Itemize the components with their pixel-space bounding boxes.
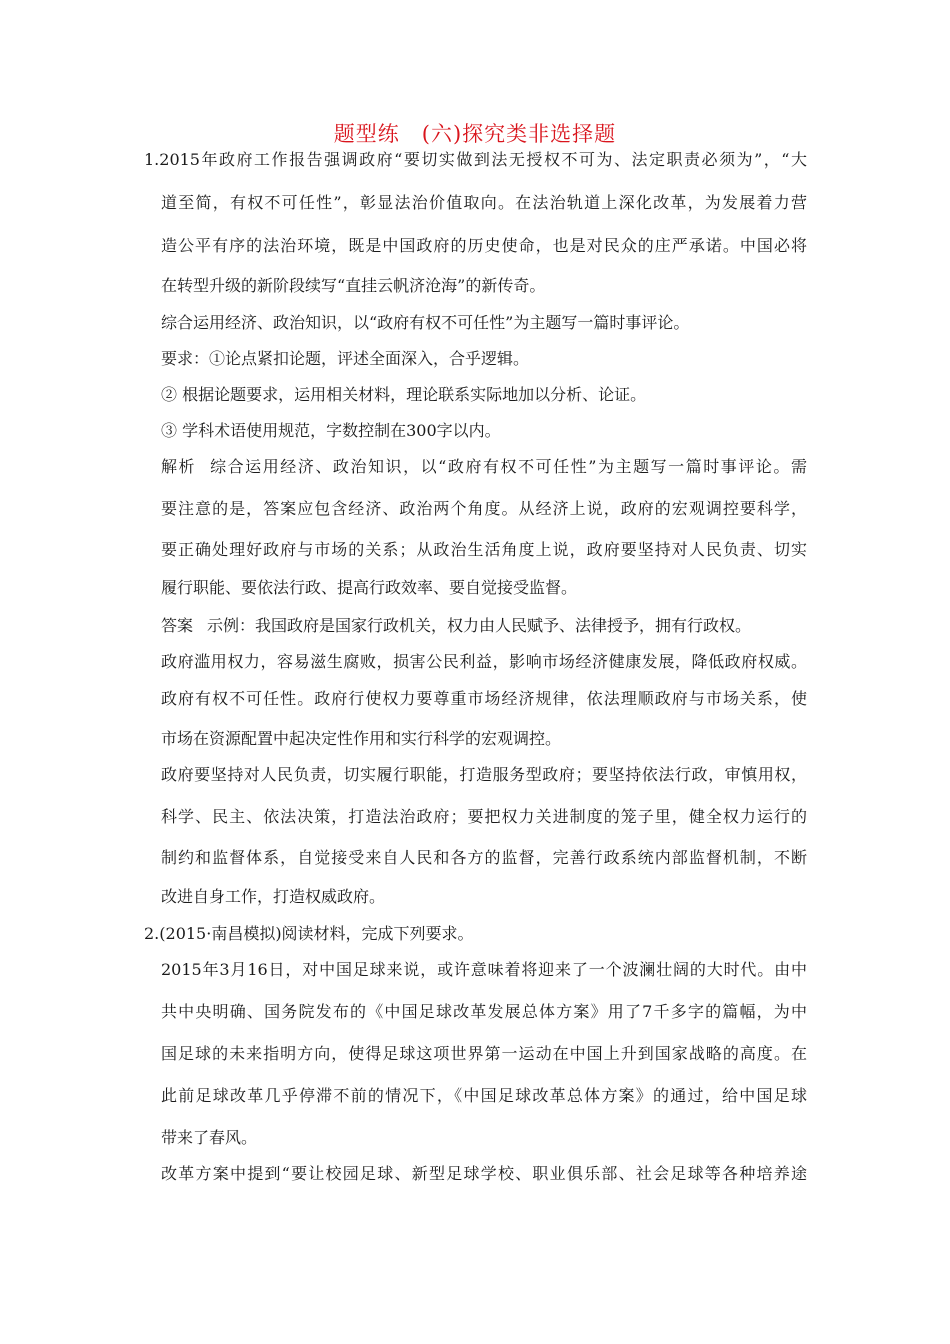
- q1-line-4: 在转型升级的新阶段续写“直挂云帆济沧海”的新传奇。: [161, 276, 546, 295]
- title-part1: 题型练: [333, 122, 400, 146]
- q1-line-8: ③ 学科术语使用规范，字数控制在300字以内。: [161, 421, 501, 440]
- q1-line-1: 1.2015年政府工作报告强调政府“要切实做到法无授权不可为、法定职责必须为”，“大: [144, 150, 807, 169]
- q1-answer-line-8: 改进自身工作，打造权威政府。: [161, 887, 386, 906]
- q1-line-7: ② 根据论题要求，运用相关材料，理论联系实际地加以分析、论证。: [161, 385, 647, 404]
- q1-answer-line-7: 制约和监督体系，自觉接受来自人民和各方的监督，完善行政系统内部监督机制，不断: [161, 848, 807, 867]
- q1-answer-line-1: [161, 615, 751, 637]
- q1-analysis-line-1: [161, 456, 807, 478]
- answer-text: 示例：我国政府是国家行政机关，权力由人民赋予、法律授予，拥有行政权。: [207, 616, 752, 635]
- q2-line-2: 2015年3月16日，对中国足球来说，或许意味着将迎来了一个波澜壮阔的大时代。由中: [161, 960, 807, 979]
- q2-line-3: 共中央明确、国务院发布的《中国足球改革发展总体方案》用了7千多字的篇幅，为中: [161, 1002, 807, 1021]
- q1-analysis-line-3: 要正确处理好政府与市场的关系；从政治生活角度上说，政府要坚持对人民负责、切实: [161, 540, 807, 559]
- q1-answer-line-3: 政府有权不可任性。政府行使权力要尊重市场经济规律，依法理顺政府与市场关系，使: [161, 689, 807, 708]
- q1-answer-line-6: 科学、民主、依法决策，打造法治政府；要把权力关进制度的笼子里，健全权力运行的: [161, 807, 807, 826]
- q1-line-2: 道至简，有权不可任性”，彰显法治价值取向。在法治轨道上深化改革，为发展着力营: [161, 193, 807, 212]
- analysis-text: 综合运用经济、政治知识，以“政府有权不可任性”为主题写一篇时事评论。需: [210, 457, 807, 476]
- q2-line-5: 此前足球改革几乎停滞不前的情况下，《中国足球改革总体方案》的通过，给中国足球: [161, 1086, 807, 1105]
- page-title: [0, 118, 950, 148]
- q1-analysis-line-2: 要注意的是，答案应包含经济、政治两个角度。从经济上说，政府的宏观调控要科学，: [161, 499, 807, 518]
- q2-line-6: 带来了春风。: [161, 1128, 258, 1147]
- q1-line-6: 要求：①论点紧扣论题，评述全面深入，合乎逻辑。: [161, 349, 530, 368]
- q1-line-5: 综合运用经济、政治知识，以“政府有权不可任性”为主题写一篇时事评论。: [161, 313, 690, 332]
- q2-line-1: 2.(2015·南昌模拟)阅读材料，完成下列要求。: [144, 924, 474, 943]
- q1-analysis-line-4: 履行职能、要依法行政、提高行政效率、要自觉接受监督。: [161, 578, 578, 597]
- q1-answer-line-2: 政府滥用权力，容易滋生腐败，损害公民利益，影响市场经济健康发展，降低政府权威。: [161, 652, 807, 671]
- analysis-label: 解析: [161, 457, 197, 476]
- title-part2: (六)探究类非选择题: [421, 122, 617, 146]
- answer-label: 答案: [161, 616, 194, 635]
- q2-line-7: 改革方案中提到“要让校园足球、新型足球学校、职业俱乐部、社会足球等各种培养途: [161, 1164, 807, 1183]
- q2-line-4: 国足球的未来指明方向，使得足球这项世界第一运动在中国上升到国家战略的高度。在: [161, 1044, 807, 1063]
- q1-answer-line-4: 市场在资源配置中起决定性作用和实行科学的宏观调控。: [161, 729, 562, 748]
- q1-answer-line-5: 政府要坚持对人民负责，切实履行职能，打造服务型政府；要坚持依法行政，审慎用权，: [161, 765, 807, 784]
- q1-line-3: 造公平有序的法治环境，既是中国政府的历史使命，也是对民众的庄严承诺。中国必将: [161, 236, 807, 255]
